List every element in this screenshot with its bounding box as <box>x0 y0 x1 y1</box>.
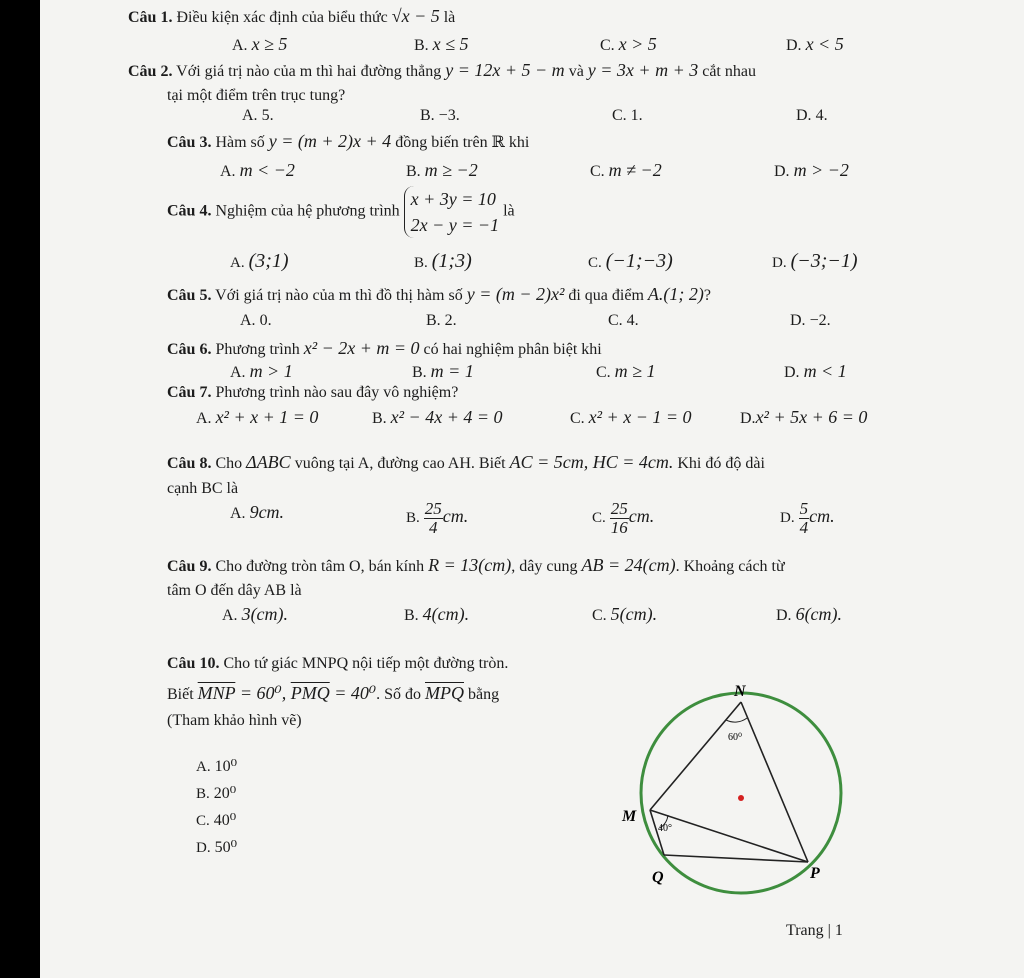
fraction: $\frac{25}{4}$ <box>424 499 442 537</box>
question-text: Phương trình nào sau đây vô nghiệm? <box>215 384 459 401</box>
option-c: C. 5(cm). <box>592 604 658 624</box>
question-3 <box>167 131 529 152</box>
option-d: D. m < 1 <box>784 361 847 381</box>
option-a: A. 5. <box>242 107 274 124</box>
label-q: Q <box>652 869 664 886</box>
question-text: cắt nhau <box>702 63 756 80</box>
option-a: A. 3(cm). <box>222 604 289 624</box>
math-expr: R = 13(cm) <box>428 555 512 575</box>
option-a: A. 9cm. <box>230 502 285 522</box>
option-c: C. m ≠ −2 <box>590 160 662 180</box>
label-n: N <box>734 683 746 700</box>
question-text: , dây cung <box>511 558 582 575</box>
option-d: D. 6(cm). <box>776 604 843 624</box>
option-c: C. 40⁰ <box>196 812 237 829</box>
math-expr: x² − 2x + m = 0 <box>303 338 420 358</box>
question-text: Hàm số <box>215 134 269 151</box>
angle-label-n: 60⁰ <box>728 732 743 743</box>
page-footer: Trang | 1 <box>786 922 843 939</box>
angle-mpq: $\overline{MPQ}$ <box>425 683 464 703</box>
math-expr: AC = 5cm, HC = 4cm. <box>509 452 674 472</box>
angle-mnp: $\overline{MNP}$ <box>197 683 236 703</box>
question-8 <box>167 452 765 473</box>
question-text: Điều kiện xác định của biểu thức <box>176 9 392 26</box>
option-b: B. x² − 4x + 4 = 0 <box>372 407 503 427</box>
question-label: Câu 5. <box>167 287 212 304</box>
option-b: B. 20⁰ <box>196 785 237 802</box>
question-6 <box>167 338 602 359</box>
question-text: Cho tứ giác MNPQ nội tiếp một đường tròn. <box>223 655 509 672</box>
question-text: có hai nghiệm phân biệt khi <box>423 341 602 358</box>
question-7 <box>167 384 458 402</box>
question-text: Với giá trị nào của m thì hai đường thẳng <box>176 63 446 80</box>
segment-mp <box>650 810 808 862</box>
question-2 <box>128 60 756 81</box>
circle <box>641 693 841 893</box>
question-label: Câu 3. <box>167 134 212 151</box>
option-d: D. −2. <box>790 312 831 329</box>
math-expr: y = 12x + 5 − m <box>445 60 565 80</box>
question-label: Câu 6. <box>167 341 212 358</box>
question-label: Câu 7. <box>167 384 212 401</box>
question-text: Nghiệm của hệ phương trình <box>215 202 404 220</box>
option-c: C. $\frac{25}{16}$ cm. <box>592 499 655 537</box>
question-text: đồng biến trên ℝ khi <box>395 134 530 151</box>
option-a: A. 0. <box>240 312 272 329</box>
question-9-line2: tâm O đến dây AB là <box>167 582 302 599</box>
angle-label-m: 40° <box>658 823 672 834</box>
question-label: Câu 10. <box>167 655 220 672</box>
option-d: D.x² + 5x + 6 = 0 <box>740 407 868 427</box>
angle-arc-n <box>726 718 747 722</box>
question-10-line3: (Tham khảo hình vẽ) <box>167 712 302 729</box>
question-2-line2: tại một điểm trên trục tung? <box>167 87 346 104</box>
question-label: Câu 8. <box>167 455 212 472</box>
question-text: Cho <box>215 455 247 472</box>
question-text: Với giá trị nào của m thì đồ thị hàm số <box>215 287 467 304</box>
angle-pmq: $\overline{PMQ}$ <box>290 683 330 703</box>
option-d: D. m > −2 <box>774 160 849 180</box>
option-d: D. 4. <box>796 107 828 124</box>
label-m: M <box>622 808 637 825</box>
segment-nm <box>650 702 741 810</box>
option-b: B. m ≥ −2 <box>406 160 478 180</box>
segment-qp <box>664 855 808 862</box>
option-d: D. 50⁰ <box>196 839 238 856</box>
math-expr: √x − 5 <box>391 6 440 26</box>
question-text: . Khoảng cách từ <box>675 558 785 575</box>
option-d: D. x < 5 <box>786 34 844 54</box>
question-1 <box>128 6 455 27</box>
math-expr: ΔABC <box>246 452 291 472</box>
option-a: A. m < −2 <box>220 160 295 180</box>
question-label: Câu 9. <box>167 558 212 575</box>
fraction: $\frac{25}{16}$ <box>610 499 628 537</box>
option-a: A. x ≥ 5 <box>232 34 288 54</box>
option-c: C. x² + x − 1 = 0 <box>570 407 692 427</box>
math-expr: y = (m + 2)x + 4 <box>268 131 392 151</box>
question-9 <box>167 555 785 576</box>
math-expr: y = 3x + m + 3 <box>587 60 699 80</box>
question-text: ? <box>703 287 711 304</box>
question-text: đi qua điểm <box>568 287 648 304</box>
question-text: Cho đường tròn tâm O, bán kính <box>215 558 429 575</box>
fraction: $\frac{5}{4}$ <box>799 499 809 537</box>
segment-np <box>741 702 808 862</box>
label-p: P <box>810 865 820 882</box>
option-c: C. x > 5 <box>600 34 657 54</box>
option-b: B. $\frac{25}{4}$ cm. <box>406 499 469 537</box>
center-point <box>738 795 744 801</box>
question-5 <box>167 284 711 305</box>
option-c: C. 1. <box>612 107 643 124</box>
math-expr: AB = 24(cm) <box>581 555 676 575</box>
option-b: B. −3. <box>420 107 460 124</box>
equation-system <box>404 186 499 238</box>
equation: 2x − y = −1 <box>410 215 500 235</box>
question-text: và <box>568 63 588 80</box>
question-text: là <box>503 202 515 220</box>
option-b: B. (1;3) <box>414 250 472 272</box>
equation: x + 3y = 10 <box>410 189 496 209</box>
option-b: B. 2. <box>426 312 457 329</box>
question-10-line2: Biết $\overline{MNP} = 60^0$, $\overline{PMQ} = 40^0$. Số đo $\overline{MPQ}$ bằng <box>167 683 500 703</box>
option-a: A. x² + x + 1 = 0 <box>196 407 319 427</box>
option-b: B. x ≤ 5 <box>414 34 469 54</box>
question-4 <box>167 186 515 238</box>
question-text: là <box>443 9 456 26</box>
question-text: Phương trình <box>215 341 304 358</box>
option-d: D. $\frac{5}{4}$ cm. <box>780 499 835 537</box>
question-label: Câu 1. <box>128 9 173 26</box>
option-d: D. (−3;−1) <box>772 250 858 272</box>
question-8-line2: cạnh BC là <box>167 480 239 497</box>
math-expr: y = (m − 2)x² <box>466 284 565 304</box>
question-10 <box>167 655 508 673</box>
option-a: A. (3;1) <box>230 250 289 272</box>
circle-figure <box>600 680 860 900</box>
question-text: vuông tại A, đường cao AH. Biết <box>290 455 510 472</box>
option-a: A. 10⁰ <box>196 758 238 775</box>
question-label: Câu 4. <box>167 202 212 220</box>
option-b: B. 4(cm). <box>404 604 470 624</box>
question-label: Câu 2. <box>128 63 173 80</box>
question-text: Khi đó độ dài <box>677 455 765 472</box>
math-expr: A.(1; 2) <box>647 284 704 304</box>
option-c: C. m ≥ 1 <box>596 361 656 381</box>
option-b: B. m = 1 <box>412 361 474 381</box>
option-c: C. (−1;−3) <box>588 250 673 272</box>
option-c: C. 4. <box>608 312 639 329</box>
option-a: A. m > 1 <box>230 361 293 381</box>
